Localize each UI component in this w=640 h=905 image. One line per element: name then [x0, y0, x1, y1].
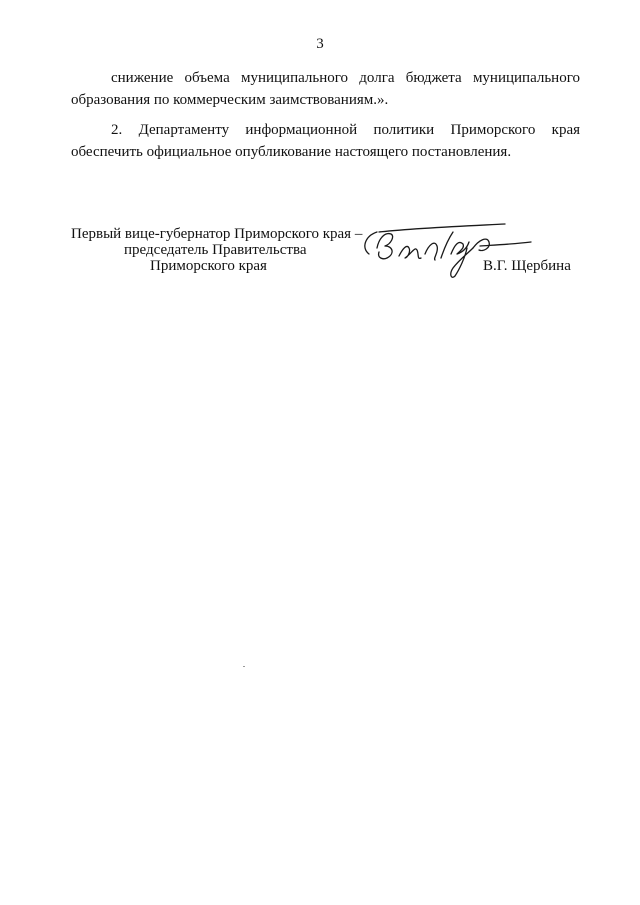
paragraph-line: образования по коммерческим заимствованиям.». — [71, 92, 389, 108]
page-number: 3 — [316, 36, 324, 52]
signatory-name: В.Г. Щербина — [483, 258, 571, 274]
paragraph-publication-order — [71, 119, 580, 163]
signatory-title-line-2: председатель Правительства — [124, 242, 307, 258]
paragraph-debt-reduction — [71, 67, 580, 111]
scan-speck — [243, 666, 245, 667]
signatory-title-line-1: Первый вице-губернатор Приморского края – — [71, 226, 363, 242]
paragraph-line: обеспечить официальное опубликование настоящего постановления. — [71, 144, 512, 160]
signatory-title-line-3: Приморского края — [150, 258, 267, 274]
paragraph-line: 2. Департаменту информационной политики Приморского края — [111, 122, 580, 138]
paragraph-line: снижение объема муниципального долга бюджета муниципального — [111, 70, 580, 86]
